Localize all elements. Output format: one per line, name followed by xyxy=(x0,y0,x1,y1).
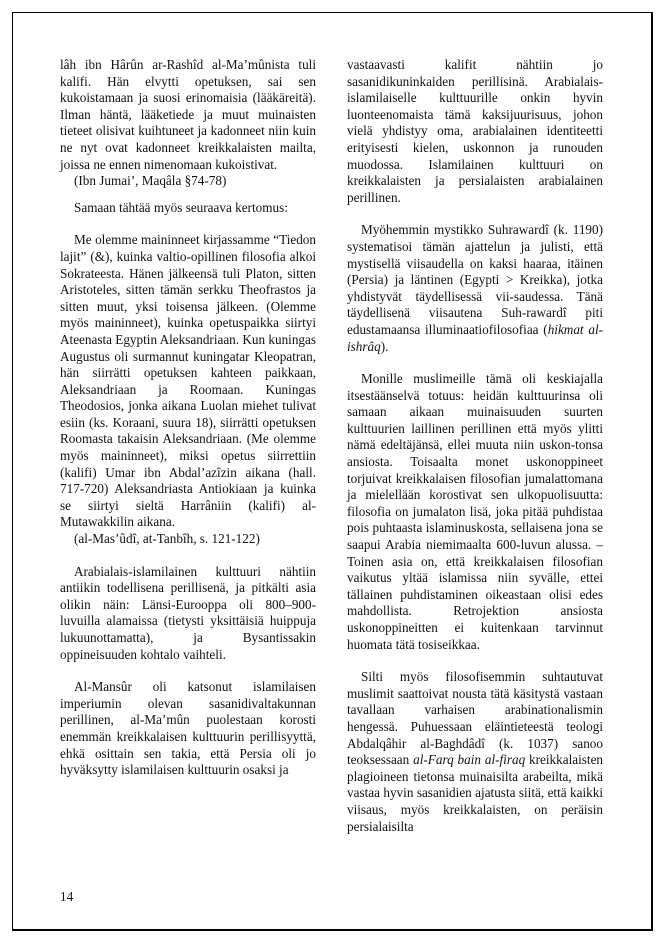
italic-term: hikmat al-ishrâq xyxy=(347,321,603,354)
paragraph: vastaavasti kalifit nähtiin jo sasanidikuninkaiden perillisinä. Arabialais-islamilaiselle kulttuurille onkin hyvin luonteenomaista tämä kaksijuurisuus, johon vielä yhdistyy oma, arabialainen identiteetti erityisesti kielen, uskonnon ja runouden muodossa. Islamilainen kulttuuri on kreikkalaisten ja persialaisten arabialainen perillinen. xyxy=(347,57,603,205)
paragraph-text: kreikkalaisten plagioineen tietonsa muinaisilta arabeilta, mikä vastaa hyvin sasanidien ajatusta siitä, että kaikki viisaus, myös kreikkalaisten, on peräisin persialaisilta xyxy=(347,752,604,834)
paragraph: Al-Mansûr oli katsonut islamilaisen imperiumin olevan sasanidivaltakunnan perillinen, al-Ma’mûn puolestaan korosti enemmän kreikkalaisen kulttuurin perillisyyttä, ehkä osittain sen takia, että Persia oli jo hyväksytty islamilaisen kulttuurin osaksi ja xyxy=(60,679,316,778)
paragraph-text: ). xyxy=(380,338,389,354)
paragraph xyxy=(347,222,603,355)
quoted-paragraph: Me olemme maininneet kirjassamme “Tiedon lajit” (&), kuinka valtio-opillinen filosofia alkoi Sokrateesta. Hänen jälkeensä tuli Platon, sitten Aristoteles, sitten tämän serkku Theofrastos ja sitten muut, yksi toisensa jälkeen. (Olemme myös maininneet), kuinka opetuspaikka siirtyi Ateenasta Egyptin Aleksandriaan. Kun kuningas Augustus oli surmannut kuningatar Kleopatran, hän siirrätti opetuksen kahteen paikkaan, Aleksandriaan ja Roomaan. Kuningas Theodosios, jonka aikana Luolan miehet tulivat esiin (ks. Koraani, suura 18), siirrätti opetuksen Roomasta takaisin Aleksandriaan. (Me olemme myös maininneet), miksi opetus siirrettiin (kalifi) Umar ibn Abdal’azîzin aikana (hall. 717-720) Aleksandriasta Antiokiaan ja kuinka se siirtyi sieltä Harrâniin (kalifi) al-Mutawakkilin aikana. xyxy=(60,232,316,530)
citation: (Ibn Jumai’, Maqâla §74-78) xyxy=(74,173,227,189)
page-number: 14 xyxy=(60,889,74,904)
paragraph: lâh ibn Hârûn ar-Rashîd al-Ma’mûnista tuli kalifi. Hän elvytti opetuksen, sai sen kukoistamaan ja suosi erinomaisia (lääkäreitä). Ilman häntä, lääketiede ja muut muinaisten tieteet olisivat kuihtuneet ja kadonneet niin kuin ne nyt ovat kadonneet kreikkalaisten mailta, joissa ne ennen nimenomaan kukoistivat. xyxy=(60,57,316,172)
paragraph-text: Silti myös filosofisemmin suhtautuvat muslimit saattoivat nousta tätä käsitystä vastaan tavallaan varhaisen arabinationalismin hengessä. Puhuessaan eläintieteestä teologi Abdalqâhir al-Baghdâdî (k. 1037) sanoo teoksessaan xyxy=(347,669,603,768)
paragraph: Arabialais-islamilainen kulttuuri nähtiin antiikin todellisena perillisenä, ja pitkälti asia olikin näin: Länsi-Eurooppa oli 800–900-luvuilla alamaissa (tietysti yksittäisiä huippuja lukuunottamatta), ja Bysantissakin oppineisuuden kohtalo vaihteli. xyxy=(60,563,316,662)
paragraph-text: Myöhemmin mystikko Suhrawardî (k. 1190) systematisoi tämän ajattelun ja julisti, että mystisellä viisaudella on kaksi haaraa, itäinen (Persia) ja läntinen (Egypti > Kreikka), jotka yhdistyvät täydellisessä vii-saudessa. Tänä täydellisenä viisautena Suh-rawardî piti edustamaansa illuminaatiofilosofiaa ( xyxy=(347,222,603,337)
italic-title: al-Farq bain al-firaq xyxy=(413,752,526,768)
citation: (al-Mas’ûdî, at-Tanbîh, s. 121-122) xyxy=(74,531,260,547)
paragraph: Monille muslimeille tämä oli keskiajalla itsestäänselvä totuus: heidän kulttuurinsa oli samaan aikaan muinaisuuden suurten kulttuurien laillinen perillinen että myös ylitti nämä edeltäjänsä, ellei muuta niin uskon-tonsa ansiosta. Toisaalta monet uskonoppineet torjuivat kreikkalaisen filosofian jumalattomana ja mielellään korostivat sen ulkopuolisuutta: filosofia on jumalaton lisä, joka pitää puhdistaa pois puhtaasta islaminuskosta, sellaisena jona se saapui Arabia niemimaalta 600-luvun alussa. – Toinen asia on, että kreikkalaisen filosofian vaikutus yltää islamissa niin syvälle, ettei tällainen puhdistaminen oikeastaan olisi edes mahdollista. Retrojektion ansiosta uskonoppineitten ei kuitenkaan tarvinnut huomata tätä tosiseikkaa. xyxy=(347,371,603,652)
paragraph xyxy=(347,669,603,835)
book-page xyxy=(12,12,653,931)
left-column xyxy=(60,57,316,779)
paragraph: Samaan tähtää myös seuraava kertomus: xyxy=(74,199,288,215)
right-column xyxy=(347,57,603,835)
